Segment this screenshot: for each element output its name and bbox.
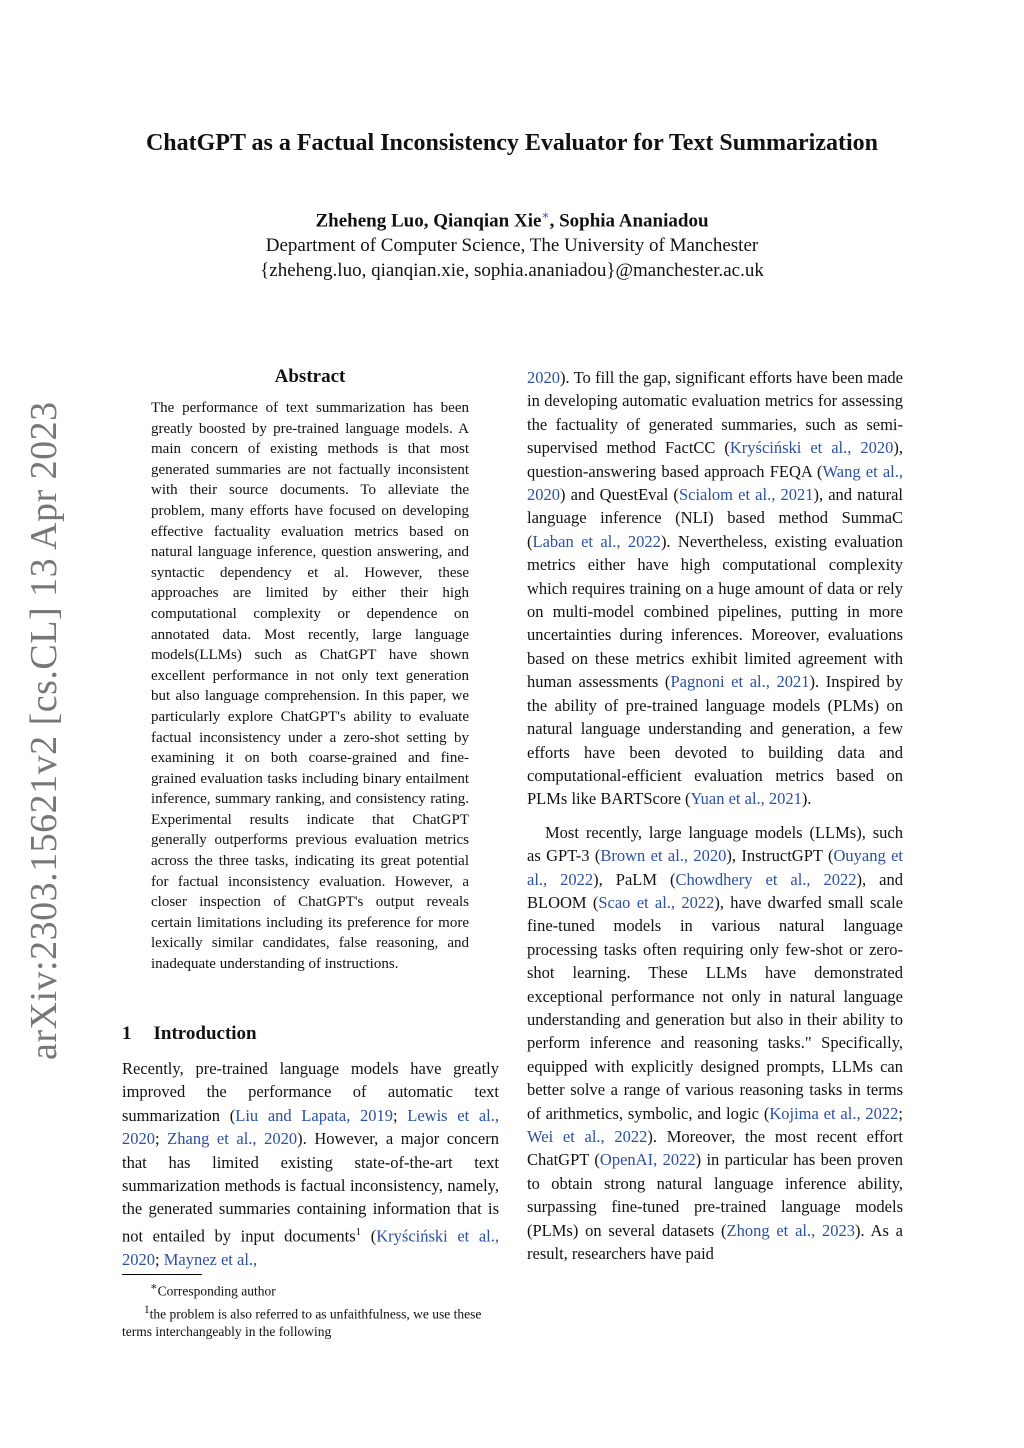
citation-link[interactable]: Kryściński et al., 2020 <box>122 1226 499 1269</box>
citation-link[interactable]: Ouyang et al., 2022 <box>527 846 904 889</box>
affiliation: Department of Computer Science, The University of Manchester <box>265 235 759 256</box>
footnotes <box>122 1278 499 1341</box>
abstract-heading: Abstract <box>274 366 346 387</box>
text-run: ). However, a major concern that has limited existing state-of-the-art text summarization methods is factual inconsistency, namely, the generated summaries containing information that is not entailed by input documents <box>122 1129 500 1246</box>
citation-link[interactable]: Kryściński et al., 2020 <box>729 438 894 458</box>
citation-link[interactable]: Wei et al., 2022 <box>527 1127 648 1146</box>
citation-link[interactable]: Chowdhery et al., 2022 <box>675 869 857 889</box>
text-run: ; <box>155 1249 164 1269</box>
footnote-divider <box>122 1274 202 1275</box>
citation-link[interactable]: Lewis et al., 2020 <box>122 1105 499 1149</box>
footnote-mark: 1 <box>144 1303 150 1316</box>
text-run: ; <box>898 1103 904 1123</box>
text-run: ). Inspired by the ability of pre-trained language models (PLMs) on natural language understanding and generation, a few efforts have been devoted to building data and computational-efficient evaluation metrics based on PLMs like BARTScore ( <box>527 672 903 809</box>
text-run: ; <box>393 1105 408 1125</box>
citation-link[interactable]: Wang et al., 2020 <box>527 461 903 505</box>
text-run: ( <box>361 1226 377 1246</box>
footnote-corresponding <box>122 1278 499 1301</box>
text-run: Most recently, large language models (LLMs), such as GPT-3 ( <box>527 822 903 866</box>
footnote-text: the problem is also referred to as unfaithfulness, we use these terms interchangeably in the following <box>122 1306 482 1339</box>
text-run: Recently, pre-trained language models have greatly improved the performance of automatic text summarization ( <box>122 1059 499 1125</box>
text-run: ). Moreover, the most recent effort ChatGPT ( <box>527 1127 903 1170</box>
text-run: ), have dwarfed small scale fine-tuned models in various natural language processing tasks often requiring only few-shot or zero-shot learning. These LLMs have demonstrated exceptional performance not only in natural language understanding and generation but also in their ability to perform inference and reasoning tasks." Specifically, equipped with explicitly designed prompts, LLMs can better solve a range of various reasoning tasks in terms of arithmetics, symbolic, and logic ( <box>527 892 903 1123</box>
text-run: ) and QuestEval ( <box>560 485 679 505</box>
citation-link[interactable]: Scao et al., 2022 <box>598 892 715 912</box>
paper-title: ChatGPT as a Factual Inconsistency Evaluator for Text Summarization <box>145 130 879 156</box>
authors-first: Zheheng Luo, Qianqian Xie <box>315 210 542 232</box>
citation-link[interactable]: Yuan et al., 2021 <box>690 789 802 809</box>
text-run: ; <box>155 1129 168 1149</box>
right-column <box>527 366 903 1265</box>
text-run: ), InstructGPT ( <box>726 846 834 866</box>
intro-paragraph-right-2 <box>527 821 903 1266</box>
citation-link[interactable]: Maynez et al., <box>163 1249 258 1269</box>
section-title: Introduction <box>153 1023 257 1044</box>
text-run: ). To fill the gap, significant efforts have been made in developing automatic evaluation metrics for assessing the factuality of generated summaries, such as semi-supervised method FactCC ( <box>527 368 903 458</box>
affiliation-block <box>0 233 1024 283</box>
footnote-mark: ∗ <box>150 1281 158 1293</box>
citation-link[interactable]: Laban et al., 2022 <box>532 531 661 551</box>
citation-link[interactable]: 2020 <box>527 368 560 387</box>
text-run: ), and natural language inference (NLI) based method SummaC ( <box>527 485 903 551</box>
authors-last: , Sophia Ananiadou <box>549 210 709 232</box>
intro-paragraph-right-1 <box>527 366 903 811</box>
corresponding-author-mark[interactable]: ∗ <box>541 208 550 222</box>
abstract-text: The performance of text summarization has been greatly boosted by pre-trained language models. A main concern of existing methods is that most generated summaries are not factually inconsistent with their source documents. To alleviate the problem, many efforts have focused on developing effective factuality evaluation metrics based on natural language inference, question answering, and syntactic dependency et al. However, these approaches are limited by either their high computational complexity or dependence on annotated data. Most recently, large language models(LLMs) such as ChatGPT have shown excellent performance in not only text generation but also language comprehension. In this paper, we particularly explore ChatGPT's ability to evaluate factual inconsistency under a zero-shot setting by examining it on both coarse-grained and fine-grained evaluation tasks including binary entailment inference, summary ranking, and consistency rating. Experimental results indicate that ChatGPT generally outperforms previous evaluation metrics across the three tasks, indicating its great potential for factual inconsistency evaluation. However, a closer inspection of ChatGPT's output reveals certain limitations including its preference for more lexically similar candidates, false reasoning, and inadequate understanding of instructions. <box>151 400 469 973</box>
footnote-mark[interactable]: 1 <box>355 1225 362 1238</box>
text-run: ), PaLM ( <box>593 869 676 889</box>
citation-link[interactable]: OpenAI, 2022 <box>599 1150 696 1170</box>
citation-link[interactable]: Brown et al., 2020 <box>600 846 727 866</box>
section-heading-introduction <box>122 1023 257 1045</box>
citation-link[interactable]: Zhang et al., 2020 <box>167 1129 298 1149</box>
text-run: ), and BLOOM ( <box>527 869 903 912</box>
footnote-1 <box>122 1301 499 1342</box>
text-run: ). Nevertheless, existing evaluation metrics either have high computational complexity which requires training on a huge amount of data or rely on multi-model combined pipelines, putting in more uncertainties during inferences. Moreover, evaluations based on these metrics exhibit limited agreement with human assessments ( <box>527 531 904 692</box>
footnote-text: Corresponding author <box>157 1283 276 1299</box>
section-number: 1 <box>122 1023 132 1044</box>
citation-link[interactable]: Zhong et al., 2023 <box>726 1220 856 1240</box>
author-emails: {zheheng.luo, qianqian.xie, sophia.ananiadou}@manchester.ac.uk <box>260 260 764 281</box>
text-run: ). <box>801 789 812 809</box>
text-run: ). As a result, researchers have paid <box>527 1220 903 1264</box>
citation-link[interactable]: Pagnoni et al., 2021 <box>670 672 810 692</box>
arxiv-sidebar-stamp: arXiv:2303.15621v2 [cs.CL] 13 Apr 2023 <box>23 401 65 1060</box>
intro-paragraph-left <box>122 1057 499 1271</box>
text-run: ), question-answering based approach FEQA ( <box>527 438 903 481</box>
citation-link[interactable]: Liu and Lapata, 2019 <box>235 1105 393 1125</box>
citation-link[interactable]: Scialom et al., 2021 <box>678 485 814 505</box>
citation-link[interactable]: Kojima et al., 2022 <box>769 1103 899 1123</box>
text-run: ) in particular has been proven to obtain strong natural language inference ability, surpassing fine-tuned pre-trained language models (PLMs) on several datasets ( <box>527 1150 904 1240</box>
author-list <box>0 208 1024 232</box>
